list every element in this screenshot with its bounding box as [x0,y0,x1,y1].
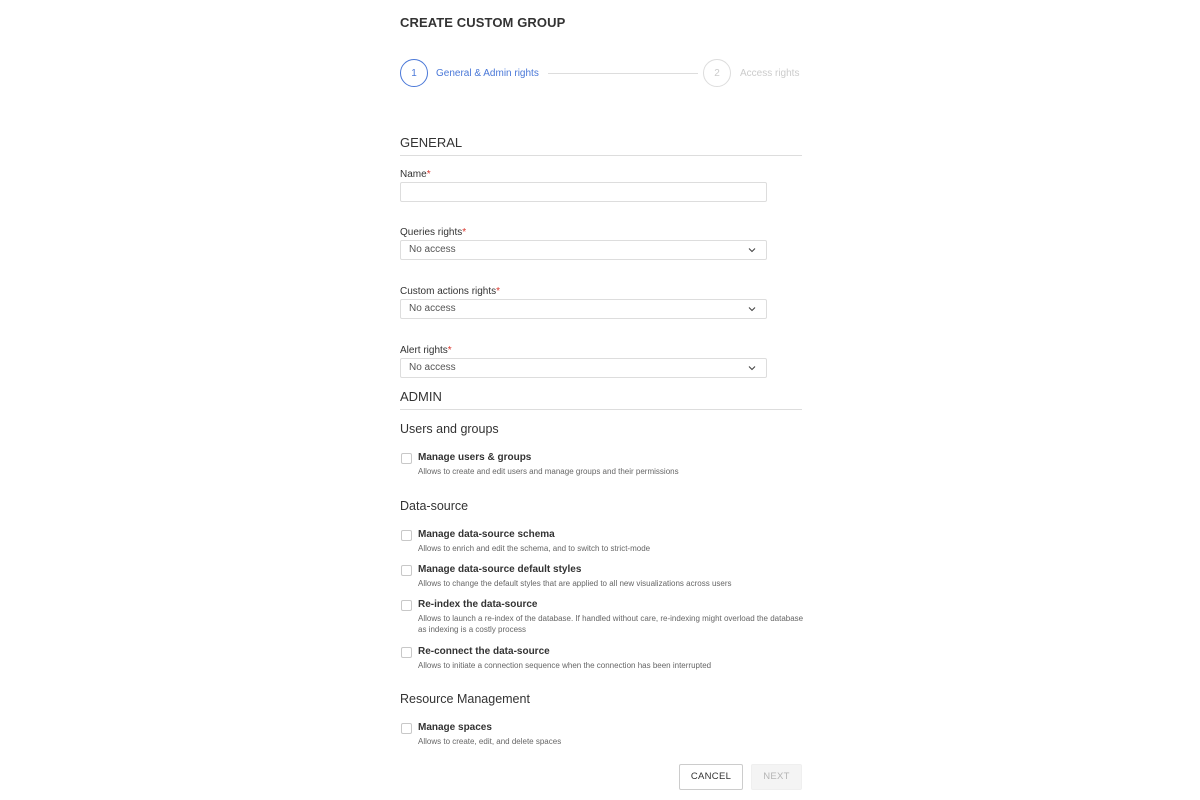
alert-rights-value: No access [409,362,456,373]
step-2-circle[interactable]: 2 [703,59,731,87]
name-label [400,169,431,180]
option-label: Manage data-source default styles [418,564,582,575]
option-description: Allows to create, edit, and delete spaces [418,737,562,746]
reindex-checkbox[interactable] [401,600,412,611]
manage-schema-checkbox[interactable] [401,530,412,541]
queries-rights-value: No access [409,244,456,255]
option-description: Allows to initiate a connection sequence when the connection has been interrupted [418,661,712,670]
stepper [400,59,802,89]
general-section-heading: GENERAL [400,135,802,156]
required-mark: * [496,286,501,297]
step-2-label[interactable]: Access rights [740,68,800,79]
queries-rights-select[interactable] [400,240,767,260]
queries-rights-label-text: Queries rights [400,227,463,238]
option-description: Allows to launch a re-index of the database. If handled without care, re-indexing might overload the database as indexing is a costly process [418,614,804,634]
data-source-heading: Data-source [400,499,469,513]
step-1-circle[interactable]: 1 [400,59,428,87]
manage-spaces-checkbox[interactable] [401,723,412,734]
reconnect-checkbox[interactable] [401,647,412,658]
chevron-down-icon [748,246,756,254]
required-mark: * [447,345,452,356]
queries-rights-label [400,227,466,238]
option-description: Allows to create and edit users and manage groups and their permissions [418,467,679,476]
option-description: Allows to change the default styles that are applied to all new visualizations across users [418,579,732,588]
option-label: Re-connect the data-source [418,646,550,657]
manage-default-styles-checkbox[interactable] [401,565,412,576]
name-input[interactable] [400,182,767,202]
stepper-connector [548,73,698,74]
resource-management-heading: Resource Management [400,692,530,706]
option-label: Re-index the data-source [418,599,538,610]
required-mark: * [462,227,467,238]
custom-actions-rights-value: No access [409,303,456,314]
option-label: Manage data-source schema [418,529,555,540]
required-mark: * [426,169,431,180]
name-label-text: Name [400,169,427,180]
custom-actions-rights-label [400,286,500,297]
alert-rights-label-text: Alert rights [400,345,448,356]
admin-section-heading: ADMIN [400,389,802,410]
option-label: Manage spaces [418,722,492,733]
next-button[interactable]: NEXT [751,764,802,790]
custom-actions-rights-select[interactable] [400,299,767,319]
step-1-label[interactable]: General & Admin rights [436,68,539,79]
cancel-button[interactable]: CANCEL [679,764,743,790]
alert-rights-select[interactable] [400,358,767,378]
option-label: Manage users & groups [418,452,532,463]
alert-rights-label [400,345,452,356]
chevron-down-icon [748,364,756,372]
page-title: CREATE CUSTOM GROUP [400,15,566,30]
users-groups-heading: Users and groups [400,422,499,436]
create-group-form [400,0,802,800]
chevron-down-icon [748,305,756,313]
option-description: Allows to enrich and edit the schema, and to switch to strict-mode [418,544,651,553]
manage-users-groups-checkbox[interactable] [401,453,412,464]
custom-actions-rights-label-text: Custom actions rights [400,286,497,297]
